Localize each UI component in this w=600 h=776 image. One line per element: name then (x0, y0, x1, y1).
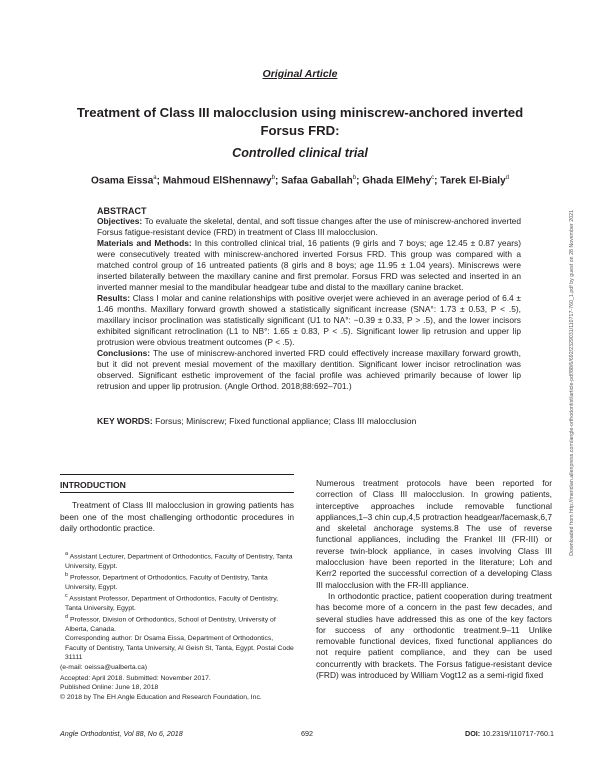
published-date: Published Online: June 18, 2018 (60, 684, 159, 692)
abstract-methods: Materials and Methods: In this controlled clinical trial, 16 patients (9 girls and 7 boys; age 12.45 ± 0.87 years) were consecutively treated with miniscrew-anchored inverted Forsus FRD. This group was compared with a matched control group of 16 untreated patients (8 girls and 8 boys; age 11.95 ± 1.04 years). Miniscrews were inserted bilaterally between the maxillary canine and first premolar. Forsus FRD was selected and inserted in an inverted manner mesial to the mandibular headgear tube and distal to the maxillary canine bracket. (97, 238, 522, 292)
abstract-conclusions: Conclusions: The use of miniscrew-anchored inverted FRD could effectively increase maxillary forward growth, but it did not prevent mesial movement of the maxillary dentition. Significant lower incisor retroclination was observed. Significant esthetic improvement of the facial profile was achieved primarily because of lower lip retrusion and upper lip protrusion. (Angle Orthod. 2018;88:692–701.) (97, 348, 521, 391)
author-mark: d (505, 175, 509, 181)
abstract-heading: ABSTRACT (97, 206, 147, 216)
author-mark: c (431, 175, 435, 181)
abstract-results: Results: Class I molar and canine relationships with positive overjet were achieved in an average period of 6.4 ± 1.46 months. Maxillary forward growth showed a statistically significant increase (SNA°: 1.73 ± 0.53, P < .5), maxillary incisor proclination was statistically significant (U1 to NA°: −0.39 ± 0.33, P > .5), and the lower incisors exhibited significant retroclination (L1 to NB°: 1.65 ± 0.83, P < .5). Significant lower lip retrusion and upper lip protrusion were obvious treatment outcomes (P < .5). (97, 293, 521, 347)
author-name: Tarek El-Bialy (440, 175, 506, 187)
keywords (97, 416, 416, 426)
paper-subtitle: Controlled clinical trial (232, 146, 368, 160)
correspondence: Corresponding author: Dr Osama Eissa, Department of Orthodontics, Faculty of Dentistry, Tanta University, Al Geish St, Tanta, Egypt. Postal Code 31111 (65, 635, 294, 662)
right-column-text (316, 478, 552, 681)
author-name: Mahmoud ElShennawy (162, 175, 272, 187)
affiliation-item: $^b$ Professor, Department of Orthodontics, Faculty of Dentistry, Tanta University, Egypt. (65, 572, 268, 591)
author-mark: b (271, 175, 275, 181)
author-mark: b (352, 175, 357, 181)
section-divider (60, 492, 294, 493)
accepted-date: Accepted: April 2018. Submitted: November 2017. (60, 674, 211, 682)
paragraph: In orthodontic practice, patient cooperation during treatment has become more of a concern in the past few decades, and several studies have addressed this as one of the key factors for success of any orthodontic treatment.9–11 Unlike removable functional devices, fixed functional appliances do not require patient compliance, and they can be used concurrently with brackets. The Forsus fatigue-resistant device (FRD) was introduced by William Vogt12 as a semi-rigid fixed (316, 590, 552, 681)
page-number: 692 (301, 729, 313, 738)
author-name: Osama Eissa (91, 175, 154, 187)
author-name: Safaa Gaballah (281, 175, 353, 187)
affiliation-item: $^a$ Assistant Lecturer, Department of Orthodontics, Faculty of Dentistry, Tanta University, Egypt. (65, 551, 293, 570)
email[interactable]: (e-mail: oeissa@ualberta.ca) (60, 663, 147, 671)
author-name: Ghada ElMehy (362, 175, 432, 187)
affiliation-item: $^c$ Assistant Professor, Department of Orthodontics, Faculty of Dentistry, Tanta University, Egypt. (65, 593, 279, 612)
author-mark: a (153, 175, 157, 181)
paper-title: Treatment of Class III malocclusion using miniscrew-anchored inverted Forsus FRD: (76, 105, 524, 138)
keywords-list: Forsus; Miniscrew; Fixed functional appliance; Class III malocclusion (155, 416, 417, 426)
keywords-label: KEY WORDS: (97, 416, 153, 426)
copyright: © 2018 by The EH Angle Education and Research Foundation, Inc. (60, 693, 262, 701)
affiliations (60, 550, 294, 702)
doi[interactable]: DOI: 10.2319/110717-760.1 (465, 729, 554, 738)
affiliation-item: $^d$ Professor, Division of Orthodontics, School of Dentistry, University of Alberta, Canada. (65, 614, 276, 633)
journal-info: Angle Orthodontist, Vol 88, No 6, 2018 (60, 729, 183, 738)
article-type: Original Article (262, 68, 338, 80)
introduction-heading: INTRODUCTION (60, 480, 126, 490)
abstract-objectives: Objectives: To evaluate the skeletal, dental, and soft tissue changes after the use of miniscrew-anchored inverted Forsus fatigue-resistant device (FRD) in treatment of Class III malocclusion. (97, 216, 521, 237)
author-list: Osama Eissa$^a$; Mahmoud ElShennawy$^b$; Safaa Gaballah$^b$; Ghada ElMehy$^c$; Tarek El-Bialy$^d$ (91, 175, 509, 187)
download-side-note[interactable]: Downloaded from http://meridian.allenpress.com/angle-orthodontist/article-pdf/88/6/692/2329031/110717-760_1.pdf by guest on 28 November 2021 (569, 210, 575, 556)
introduction-text: Treatment of Class III malocclusion in growing patients has been one of the most challenging orthodontic procedures in daily orthodontic practice. (60, 500, 294, 534)
paragraph: Numerous treatment protocols have been reported for correction of Class III malocclusion. In growing patients, interceptive approaches include removable functional appliances,1–3 chin cup,4,5 protraction headgear/facemask,6,7 and skeletal anchorage systems.8 The use of reverse functional appliances, including the Frankel III (FR-III) or reverse twin-block appliance, in cases involving Class III malocclusion have been reported in the literature; Loh and Kerr2 reported the successful correction of a developing Class III malocclusion with the FR-III appliance. (316, 478, 552, 590)
abstract-body (97, 216, 521, 392)
section-divider (60, 474, 294, 475)
